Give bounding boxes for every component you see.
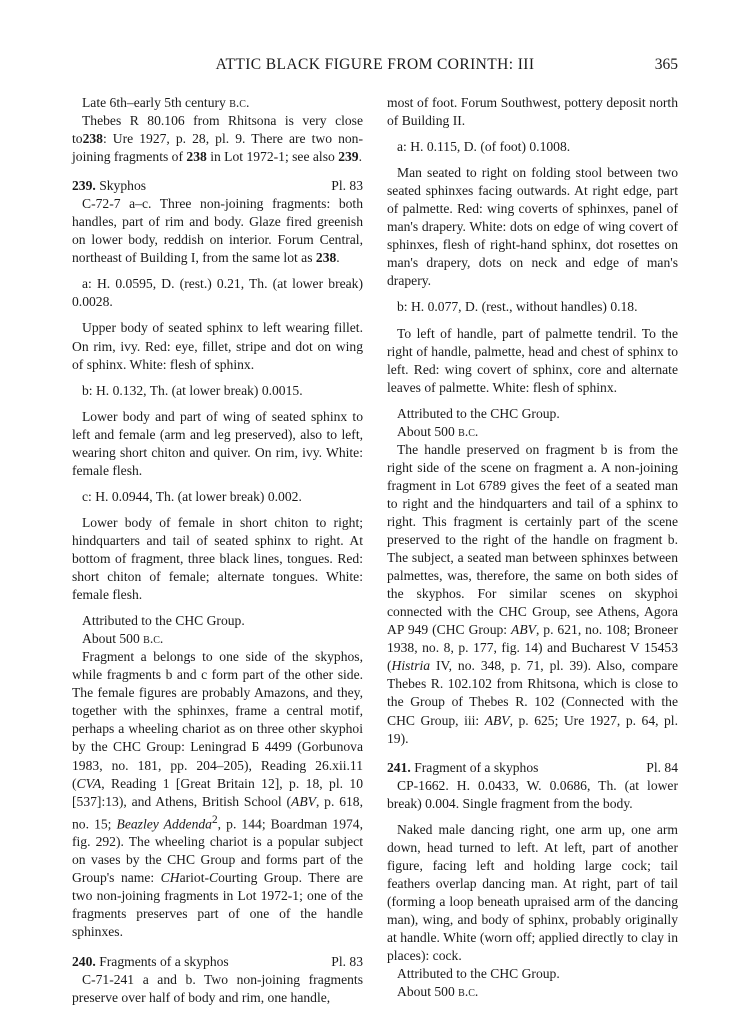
fragment-b-dimensions: b: H. 0.077, D. (rest., without handles) 0.18. [397,299,638,315]
fragment-c-description: Lower body of female in short chiton to right; hindquarters and tail of seated sphinx to right. At bottom of fragment, three black lines, tongues. Red: short chiton of female; alternate tongues. White: female flesh. [72,514,363,603]
running-header [72,56,678,78]
right-column [387,94,678,1001]
page-number: 365 [654,56,678,73]
fragment-a-dimensions: a: H. 0.115, D. (of foot) 0.1008. [397,139,571,155]
entry-241-intro: CP-1662. H. 0.0433, W. 0.0686, Th. (at lower break) 0.004. Single fragment from the body. [387,777,678,811]
left-column [72,94,363,1007]
entry-date: About 500 b.c. [397,984,479,1000]
entry-title: Skyphos [99,178,147,194]
entry-240-intro-continued: most of foot. Forum Southwest, pottery deposit north of Building II. [387,95,678,129]
fragment-a-description: Upper body of seated sphinx to left wearing fillet. On rim, ivy. Red: eye, fillet, stripe and dot on wing of sphinx. White: flesh of sphinx. [72,320,363,372]
entry-240-discussion: The handle preserved on fragment b is from the right side of the scene on fragment a. A non-joining fragment in Lot 6789 gives the feet of a seated man to right and the hindquarters and tail of a sphinx to right. This fragment is certainly part of the scene preserved to the right of the handle on fragment b. The subject, a seated man between sphinxes between palmettes, was, therefore, the same on both sides of the skyphos. For similar scenes on skyphoi connected with the CHC Group, see Athens, Agora AP 949 (CHC Group: ABV, p. 621, no. 108; Broneer 1938, no. 8, p. 177, fig. 14) and Bucharest V 15453 (Histria IV, no. 348, p. 71, pl. 39). Also, compare Thebes R. 102.102 from Rhitsona, which is close to the Group of Thebes R. 102 (Connected with the CHC Group, iii: ABV, p. 625; Ure 1927, p. 64, pl. 19). [387,441,678,746]
entry-number: 239. [72,178,96,194]
fragment-c-dimensions: c: H. 0.0944, Th. (at lower break) 0.002. [82,488,302,504]
plate-reference: Pl. 83 [331,178,363,194]
fragment-a-dimensions: a: H. 0.0595, D. (rest.) 0.21, Th. (at lower break) 0.0028. [72,276,363,310]
fragment-a-description: Man seated to right on folding stool between two seated sphinxes facing outwards. At right edge, part of palmette. Red: wing coverts of sphinxes, panel of man's drapery. White: dots on edge of wing covert of sphinxes, flesh of right-hand sphinx, dot rosettes on man's drapery, dots on neck and edge of man's drapery. [387,165,678,289]
entry-239-heading [72,177,363,195]
entry-title: Fragments of a skyphos [99,953,229,969]
thebes-paragraph: Thebes R 80.106 from Rhitsona is very close to238: Ure 1927, p. 28, pl. 9. There are two non-joining fragments of 238 in Lot 1972-1; see also 239. [72,113,363,165]
entry-241-heading [387,759,678,777]
fragment-b-description: To left of handle, part of palmette tendril. To the right of handle, palmette, head and chest of sphinx to left. Red: wing covert of sphinx, core and alternate leaves of palmette. White: flesh of sphinx. [387,325,678,395]
attribution: Attributed to the CHC Group. [397,966,560,982]
entry-date: About 500 b.c. [82,631,164,647]
entry-number: 241. [387,759,411,775]
entry-title: Fragment of a skyphos [414,759,539,775]
plate-reference: Pl. 83 [331,953,363,969]
fragment-b-dimensions: b: H. 0.132, Th. (at lower break) 0.0015. [82,382,303,398]
entry-241-description: Naked male dancing right, one arm up, one arm down, head turned to left. At left, part of another figure, facing left and holding large cock; tail feathers overlap dancing man. At right, part of tail (forming a loop beneath upraised arm of the dancing man), wing, and body of sphinx, probably originally at handle. White (worn off; applied directly to clay in places): cock. [387,821,678,964]
plate-reference: Pl. 84 [646,759,678,775]
entry-number: 240. [72,953,96,969]
attribution: Attributed to the CHC Group. [397,405,560,421]
running-title: ATTIC BLACK FIGURE FROM CORINTH: III [215,56,535,73]
entry-240-intro: C-71-241 a and b. Two non-joining fragments preserve over half of body and rim, one handle, [72,971,363,1005]
entry-239-intro: C-72-7 a–c. Three non-joining fragments: both handles, part of rim and body. Glaze fired greenish on lower body, reddish on interior. Forum Central, northeast of Building I, from the same lot as 238. [72,196,363,266]
fragment-b-description: Lower body and part of wing of seated sphinx to left and female (arm and leg preserved), also to left, wearing short chiton and quiver. On rim, ivy. White: female flesh. [72,408,363,478]
entry-239-discussion: Fragment a belongs to one side of the skyphos, while fragments b and c form part of the other side. The female figures are probably Amazons, and they, together with the sphinxes, frame a central motif, perhaps a wheeling chariot as on three other skyphoi by the CHC Group: Leningrad Б 4499 (Gorbunova 1983, no. 181, pp. 204–205), Reading 26.xii.11 (CVA, Reading 1 [Great Britain 12], p. 18, pl. 10 [537]:13), and Athens, British School (ABV, p. 618, no. 15; Beazley Addenda$^2$, p. 144; Boardman 1974, fig. 292). The wheeling chariot is a popular subject on vases by the CHC Group and forms part of the Group's name: CHariot-Courting Group. There are two non-joining fragments in Lot 1972-1; one of the fragments preserves part of one of the handle sphinxes. [72,649,363,940]
entry-240-heading [72,953,363,971]
entry-date: About 500 b.c. [397,423,479,439]
attribution: Attributed to the CHC Group. [82,613,245,629]
date-paragraph: Late 6th–early 5th century b.c. [82,95,250,110]
